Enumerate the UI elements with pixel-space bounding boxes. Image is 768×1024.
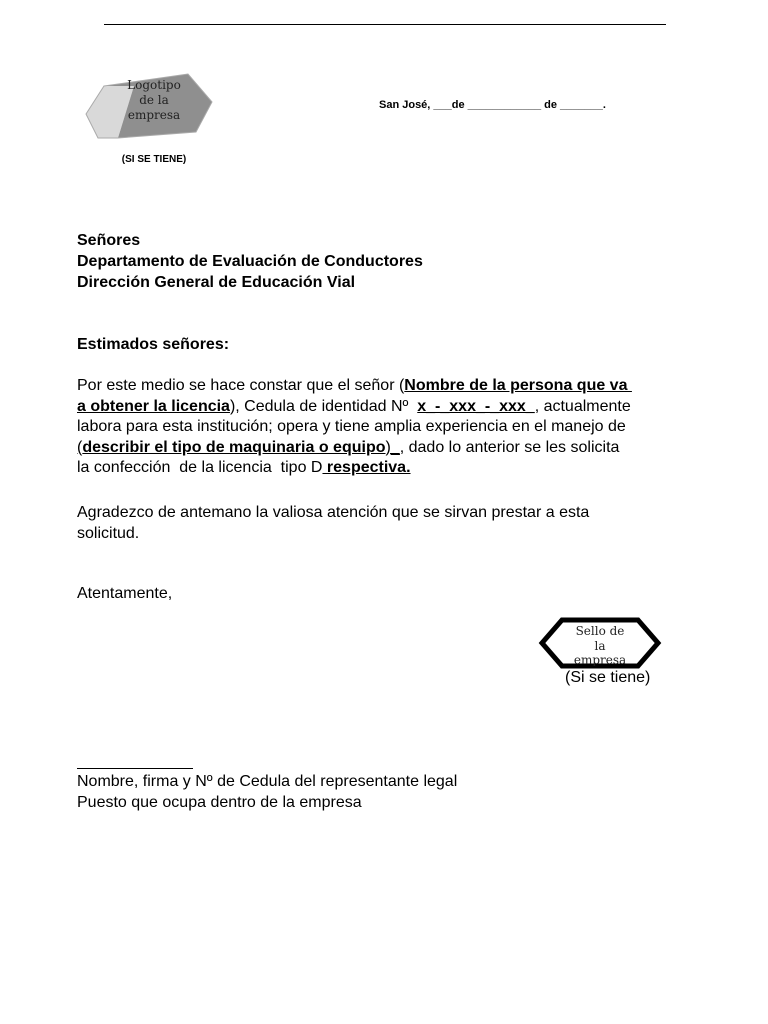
body-text: , actualmente bbox=[534, 397, 631, 415]
thanks-paragraph bbox=[77, 502, 589, 544]
equipment-placeholder: describir el tipo de maquinaria o equipo bbox=[82, 438, 386, 456]
body-text: Por este medio se hace constar que el señor ( bbox=[77, 377, 405, 394]
seal-note: (Si se tiene) bbox=[565, 669, 651, 686]
body-text: ), Cedula de identidad Nº bbox=[229, 397, 418, 415]
logo-note: (SI SE TIENE) bbox=[121, 154, 187, 165]
body-text: ( bbox=[77, 438, 83, 456]
signature-name-line: Nombre, firma y Nº de Cedula del representante legal bbox=[77, 773, 458, 790]
thanks-line: Agradezco de antemano la valiosa atención que se sirvan prestar a esta bbox=[77, 504, 590, 521]
signature-position-line: Puesto que ocupa dentro de la empresa bbox=[77, 794, 362, 811]
body-text: , dado lo anterior se les solicita bbox=[399, 438, 620, 456]
date-line: San José, ___de ____________ de _______. bbox=[379, 99, 606, 111]
signature-line bbox=[77, 768, 193, 769]
recipient-block bbox=[77, 230, 423, 293]
seal-placeholder-text: Sello de la empresa bbox=[573, 624, 627, 666]
salutation: Estimados señores: bbox=[77, 336, 230, 353]
id-number-placeholder: x_-_xxx_-_xxx_ bbox=[417, 397, 535, 415]
body-text: la confección de la licencia tipo D bbox=[77, 459, 323, 476]
recipient-department: Departamento de Evaluación de Conductores bbox=[77, 253, 423, 270]
body-paragraph bbox=[77, 376, 689, 479]
body-text: )_ bbox=[385, 438, 400, 456]
signature-block bbox=[77, 771, 457, 813]
body-text: labora para esta institución; opera y tiene amplia experiencia en el manejo de bbox=[77, 418, 626, 435]
top-rule bbox=[104, 24, 666, 25]
person-name-placeholder-cont: a obtener la licencia bbox=[77, 397, 230, 415]
logo-placeholder-text: Logotipo de la empresa bbox=[127, 78, 181, 122]
person-name-placeholder: Nombre de la persona que va bbox=[404, 377, 632, 394]
closing: Atentamente, bbox=[77, 585, 173, 602]
license-respective: respectiva. bbox=[322, 459, 411, 476]
recipient-line: Señores bbox=[77, 232, 141, 249]
thanks-line: solicitud. bbox=[77, 525, 140, 542]
recipient-directorate: Dirección General de Educación Vial bbox=[77, 274, 356, 291]
